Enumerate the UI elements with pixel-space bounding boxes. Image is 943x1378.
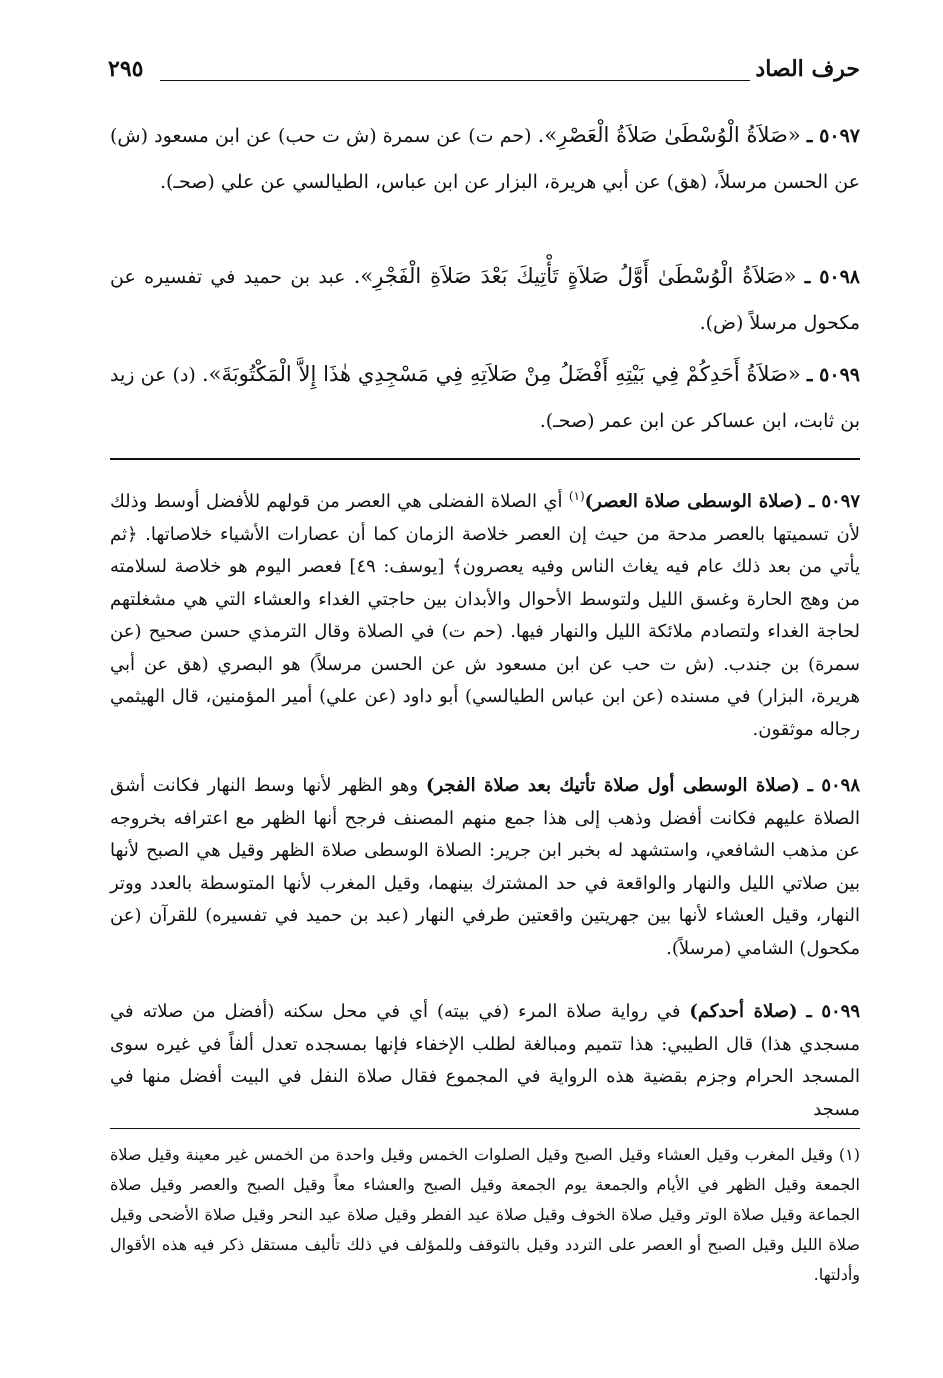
- hadith-number: ٥٠٩٨ ـ: [804, 266, 861, 288]
- commentary-number: ٥٠٩٧ ـ: [809, 491, 860, 512]
- hadith-entry: [110, 112, 860, 205]
- header-rule: [160, 80, 750, 81]
- commentary-number: ٥٠٩٩ ـ: [806, 1001, 860, 1022]
- commentary-text: أي الصلاة الفضلى هي العصر من قولهم للأفضل أوسط وذلك لأن تسميتها بالعصر مدحة من حيث إن العصر خلاصة الزمان كما أن عصارات الأشياء خلاصاتها. ﴿ثم يأتي من بعد ذلك عام فيه يغاث الناس وفيه يعصرون﴾ [يوسف: ٤٩] فعصر اليوم هو خلاصة لسلامته من وهج الحارة وغسق الليل ولتوسط الأحوال والأبدان بين حاجتي الغداء والعشاء التي هي مشغلتهم لحاجة الغداء ولتصادم ملائكة الليل والنهار فيها. (حم ت) في الصلاة وقال الترمذي حسن صحيح (عن سمرة) بن جندب. (ش ت حب عن ابن مسعود ش عن الحسن مرسلاً) هو البصري (هق عن أبي هريرة، البزار) في مسنده (عن ابن عباس الطيالسي) أبو داود (عن علي) أمير المؤمنين، قال الهيثمي رجاله موثقون.: [110, 491, 860, 740]
- commentary-lemma: (صلاة أحدكم): [689, 1001, 798, 1022]
- hadith-number: ٥٠٩٩ ـ: [806, 364, 860, 386]
- hadith-source: عبد بن حميد في تفسيره عن مكحول مرسلاً (ض).: [110, 266, 860, 334]
- footnote-divider: [110, 1128, 860, 1129]
- commentary-text: وهو الظهر لأنها وسط النهار فكانت أشق الصلاة عليهم فكانت أفضل وذهب إلى هذا جمع منهم المصنف فرجح أنها الظهر مع اعترافه بخروجه عن مذهب الشافعي، واستشهد له بخبر ابن جرير: الصلاة الوسطى صلاة الظهر وقيل هي الصبح لأنها بين صلاتي الليل والنهار والواقعة في حد المشترك بينهما، وقيل المغرب لأنها المتوسطة بالعدد ووتر النهار، وقيل العشاء لأنها بين جهريتين واقعتين طرفي النهار (عبد بن حميد في تفسيره) للقرآن (عن مكحول) الشامي (مرسلاً).: [110, 775, 860, 959]
- commentary-entry: [110, 996, 860, 1126]
- page-header: [108, 54, 860, 94]
- footnote-ref[interactable]: (١): [568, 489, 585, 503]
- section-divider: [110, 458, 860, 460]
- hadith-text: «صَلاَةُ الْوُسْطَىٰ صَلاَةُ الْعَصْرِ».: [537, 123, 801, 147]
- hadith-source: (د) عن زيد بن ثابت، ابن عساكر عن ابن عمر (صحـ).: [110, 364, 860, 432]
- commentary-number: ٥٠٩٨ ـ: [807, 775, 860, 796]
- hadith-text: «صَلاَةُ أَحَدِكُمْ فِي بَيْتِهِ أَفْضَلُ مِنْ صَلاَتِهِ فِي مَسْجِدِي هٰذَا إِلاَّ الْمَكْتُوبَةَ».: [201, 362, 801, 386]
- chapter-title: حرف الصاد: [755, 56, 860, 82]
- commentary-text: في رواية صلاة المرء (في بيته) أي في محل سكنه (أفضل من صلاته في مسجدي هذا) قال الطيبي: هذا تتميم ومبالغة لطلب الإخفاء فإنها بمسجده تعدل ألفاً في غيره سوى المسجد الحرام وجزم بقضية هذه الرواية في المجموع فقال صلاة النفل في البيت أفضل منها في مسجد: [110, 1001, 860, 1120]
- hadith-source: (حم ت) عن سمرة (ش ت حب) عن ابن مسعود (ش) عن الحسن مرسلاً، (هق) عن أبي هريرة، البزار عن ابن عباس، الطيالسي عن علي (صحـ).: [110, 125, 860, 193]
- hadith-entry: [110, 351, 860, 444]
- footnote: [110, 1140, 860, 1290]
- commentary-lemma: (صلاة الوسطى صلاة العصر): [584, 491, 803, 512]
- commentary-entry: [110, 480, 860, 746]
- hadith-text: «صَلاَةُ الْوُسْطَىٰ أَوَّلُ صَلاَةٍ تَأْتِيكَ بَعْدَ صَلاَةِ الْفَجْرِ».: [353, 264, 797, 288]
- page-number: ٢٩٥: [108, 56, 144, 82]
- commentary-entry: [110, 770, 860, 965]
- hadith-entry: [110, 253, 860, 346]
- commentary-lemma: (صلاة الوسطى أول صلاة تأتيك بعد صلاة الفجر): [425, 775, 800, 796]
- footnote-text: وقيل المغرب وقيل العشاء وقيل الصبح وقيل الصلوات الخمس وقيل واحدة من الخمس غير معينة وقيل صلاة الجمعة وقيل الظهر في الأيام والجمعة يوم الجمعة وقيل الصبح والعشاء معاً وقيل الصبح والعصر وقيل صلاة الجماعة وقيل صلاة الوتر وقيل صلاة الخوف وقيل صلاة عيد الفطر وقيل صلاة عيد النحر وقيل صلاة الأضحى وقيل صلاة الليل وقيل الصبح أو العصر على التردد وقيل بالتوقف وللمؤلف في ذلك تأليف مستقل ذكر فيه هذه الأقوال وأدلتها.: [110, 1145, 861, 1284]
- footnote-marker: (١): [838, 1145, 860, 1164]
- hadith-number: ٥٠٩٧ ـ: [806, 125, 860, 147]
